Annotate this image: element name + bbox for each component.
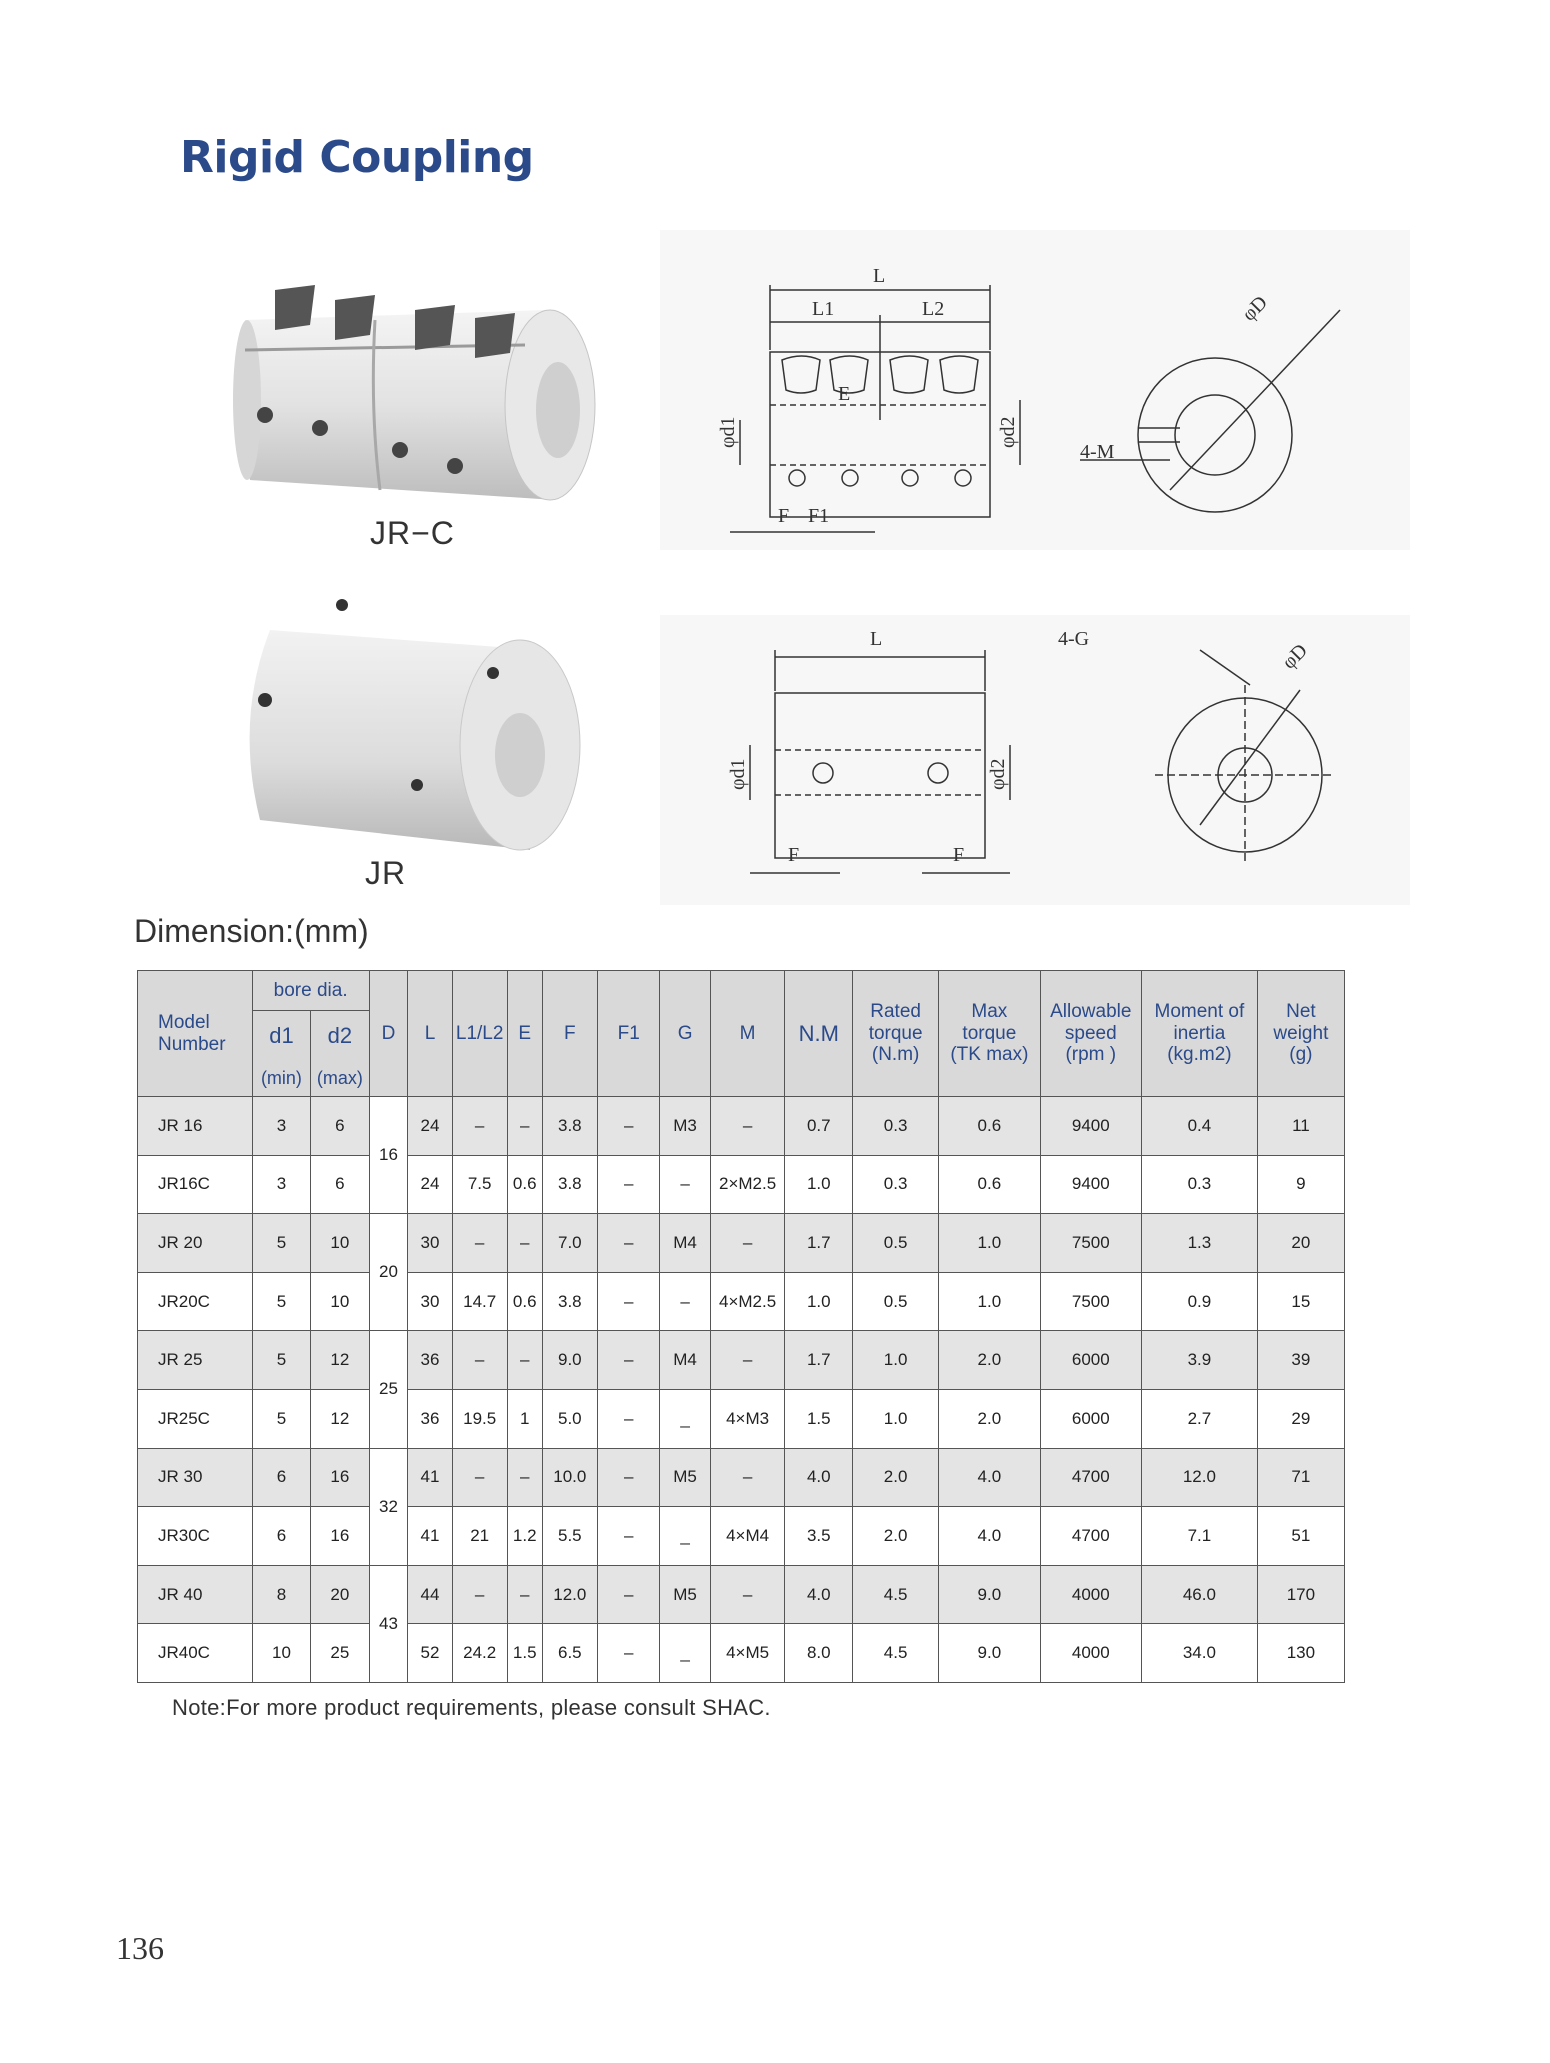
dimension-table <box>137 970 1345 1683</box>
cell-d1: 3 <box>252 1097 310 1156</box>
cell-weight: 9 <box>1257 1155 1344 1214</box>
col-G: G <box>660 971 710 1097</box>
cell-rated: 0.3 <box>853 1155 939 1214</box>
col-d2-note: (max) <box>311 1061 369 1097</box>
cell-model: JR 30 <box>138 1448 253 1507</box>
cell-L: 36 <box>408 1331 452 1390</box>
cell-D: 25 <box>369 1331 408 1448</box>
cell-G: M3 <box>660 1097 710 1156</box>
cell-L: 36 <box>408 1389 452 1448</box>
cell-max: 0.6 <box>939 1097 1040 1156</box>
dim-F1: F1 <box>808 505 830 527</box>
cell-model: JR30C <box>138 1507 253 1566</box>
cell-rated: 0.5 <box>853 1214 939 1273</box>
cell-inertia: 2.7 <box>1142 1389 1258 1448</box>
cell-inertia: 0.4 <box>1142 1097 1258 1156</box>
dim-d1: φd1 <box>717 416 739 448</box>
cell-weight: 71 <box>1257 1448 1344 1507</box>
cell-L1L2: – <box>452 1097 507 1156</box>
cell-d1: 10 <box>252 1624 310 1683</box>
table-row <box>138 1272 1345 1331</box>
cell-d2: 6 <box>311 1097 369 1156</box>
cell-max: 2.0 <box>939 1331 1040 1390</box>
table-row <box>138 1389 1345 1448</box>
cell-G: M5 <box>660 1448 710 1507</box>
cell-L1L2: 24.2 <box>452 1624 507 1683</box>
col-M: M <box>710 971 785 1097</box>
cell-F: 5.5 <box>542 1507 597 1566</box>
col-moment-of-inertia: Moment of inertia (kg.m2) <box>1142 971 1258 1097</box>
cell-F: 12.0 <box>542 1565 597 1624</box>
col-model: Model Number <box>138 971 253 1097</box>
cell-inertia: 1.3 <box>1142 1214 1258 1273</box>
dim-d2-bottom: φd2 <box>987 758 1009 790</box>
cell-E: 0.6 <box>507 1272 542 1331</box>
cell-G: – <box>660 1155 710 1214</box>
cell-model: JR 25 <box>138 1331 253 1390</box>
cell-NM: 1.7 <box>785 1331 853 1390</box>
cell-max: 4.0 <box>939 1507 1040 1566</box>
cell-G: _ <box>660 1624 710 1683</box>
cell-d1: 3 <box>252 1155 310 1214</box>
cell-inertia: 0.9 <box>1142 1272 1258 1331</box>
cell-d1: 8 <box>252 1565 310 1624</box>
table-row <box>138 1331 1345 1390</box>
cell-F1: – <box>597 1624 660 1683</box>
cell-F1: – <box>597 1448 660 1507</box>
jr-c-coupling-photo <box>225 250 605 530</box>
col-F1: F1 <box>597 971 660 1097</box>
footnote: Note:For more product requirements, please consult SHAC. <box>172 1695 771 1720</box>
page-title: Rigid Coupling <box>180 132 534 183</box>
cell-L1L2: 21 <box>452 1507 507 1566</box>
cell-weight: 39 <box>1257 1331 1344 1390</box>
cell-d2: 20 <box>311 1565 369 1624</box>
cell-D: 20 <box>369 1214 408 1331</box>
cell-M: 2×M2.5 <box>710 1155 785 1214</box>
cell-L: 30 <box>408 1272 452 1331</box>
cell-d1: 6 <box>252 1507 310 1566</box>
cell-L: 24 <box>408 1097 452 1156</box>
jr-technical-drawing <box>660 615 1410 905</box>
cell-L1L2: – <box>452 1214 507 1273</box>
cell-D: 16 <box>369 1097 408 1214</box>
cell-max: 9.0 <box>939 1624 1040 1683</box>
cell-speed: 4700 <box>1040 1448 1141 1507</box>
cell-L1L2: 19.5 <box>452 1389 507 1448</box>
cell-M: – <box>710 1448 785 1507</box>
cell-weight: 170 <box>1257 1565 1344 1624</box>
cell-d2: 16 <box>311 1507 369 1566</box>
cell-speed: 4700 <box>1040 1507 1141 1566</box>
cell-F1: – <box>597 1565 660 1624</box>
cell-F1: – <box>597 1331 660 1390</box>
cell-L1L2: – <box>452 1331 507 1390</box>
dim-F: F <box>778 505 790 527</box>
cell-max: 9.0 <box>939 1565 1040 1624</box>
cell-F1: – <box>597 1389 660 1448</box>
table-row <box>138 1507 1345 1566</box>
dim-d1-bottom: φd1 <box>727 758 749 790</box>
cell-G: M4 <box>660 1331 710 1390</box>
col-L: L <box>408 971 452 1097</box>
cell-E: – <box>507 1331 542 1390</box>
cell-NM: 8.0 <box>785 1624 853 1683</box>
cell-d2: 25 <box>311 1624 369 1683</box>
cell-D: 32 <box>369 1448 408 1565</box>
cell-model: JR20C <box>138 1272 253 1331</box>
cell-F1: – <box>597 1155 660 1214</box>
jr-caption: JR <box>365 855 407 891</box>
cell-M: 4×M2.5 <box>710 1272 785 1331</box>
dim-L: L <box>873 265 886 287</box>
cell-NM: 4.0 <box>785 1448 853 1507</box>
cell-d1: 6 <box>252 1448 310 1507</box>
cell-NM: 1.7 <box>785 1214 853 1273</box>
cell-max: 4.0 <box>939 1448 1040 1507</box>
table-row <box>138 1097 1345 1156</box>
cell-E: 0.6 <box>507 1155 542 1214</box>
cell-speed: 6000 <box>1040 1389 1141 1448</box>
dim-D-bottom: φD <box>1277 639 1312 674</box>
dim-F-right: F <box>953 844 965 866</box>
cell-E: 1.2 <box>507 1507 542 1566</box>
cell-L1L2: 14.7 <box>452 1272 507 1331</box>
col-allowable-speed: Allowable speed (rpm ) <box>1040 971 1141 1097</box>
table-row <box>138 1624 1345 1683</box>
cell-weight: 51 <box>1257 1507 1344 1566</box>
cell-M: – <box>710 1097 785 1156</box>
cell-rated: 1.0 <box>853 1389 939 1448</box>
cell-model: JR25C <box>138 1389 253 1448</box>
dim-E: E <box>838 383 851 405</box>
cell-L: 41 <box>408 1507 452 1566</box>
cell-NM: 1.0 <box>785 1155 853 1214</box>
cell-L: 24 <box>408 1155 452 1214</box>
cell-inertia: 3.9 <box>1142 1331 1258 1390</box>
cell-F: 7.0 <box>542 1214 597 1273</box>
cell-G: M5 <box>660 1565 710 1624</box>
jr-coupling-photo <box>230 590 590 860</box>
cell-F: 3.8 <box>542 1272 597 1331</box>
jr-c-technical-drawing <box>660 230 1410 550</box>
cell-G: _ <box>660 1507 710 1566</box>
cell-speed: 9400 <box>1040 1097 1141 1156</box>
cell-weight: 20 <box>1257 1214 1344 1273</box>
dimension-title: Dimension:(mm) <box>134 913 369 949</box>
cell-model: JR 40 <box>138 1565 253 1624</box>
cell-F1: – <box>597 1272 660 1331</box>
cell-F: 3.8 <box>542 1155 597 1214</box>
cell-weight: 29 <box>1257 1389 1344 1448</box>
cell-rated: 0.3 <box>853 1097 939 1156</box>
cell-F: 9.0 <box>542 1331 597 1390</box>
cell-inertia: 0.3 <box>1142 1155 1258 1214</box>
cell-inertia: 34.0 <box>1142 1624 1258 1683</box>
cell-d2: 10 <box>311 1272 369 1331</box>
cell-E: 1.5 <box>507 1624 542 1683</box>
dim-L1: L1 <box>812 298 835 320</box>
cell-speed: 9400 <box>1040 1155 1141 1214</box>
cell-L: 52 <box>408 1624 452 1683</box>
cell-rated: 4.5 <box>853 1565 939 1624</box>
dim-L-bottom: L <box>870 628 883 650</box>
cell-inertia: 7.1 <box>1142 1507 1258 1566</box>
dim-D: φD <box>1237 291 1272 326</box>
cell-max: 1.0 <box>939 1272 1040 1331</box>
cell-NM: 4.0 <box>785 1565 853 1624</box>
cell-rated: 2.0 <box>853 1448 939 1507</box>
cell-inertia: 12.0 <box>1142 1448 1258 1507</box>
col-F: F <box>542 971 597 1097</box>
col-rated-torque: Rated torque (N.m) <box>853 971 939 1097</box>
cell-max: 0.6 <box>939 1155 1040 1214</box>
cell-weight: 130 <box>1257 1624 1344 1683</box>
cell-rated: 1.0 <box>853 1331 939 1390</box>
col-NM: N.M <box>785 971 853 1097</box>
jr-c-caption: JR−C <box>370 515 455 551</box>
cell-max: 1.0 <box>939 1214 1040 1273</box>
cell-d2: 16 <box>311 1448 369 1507</box>
col-L1L2: L1/L2 <box>452 971 507 1097</box>
cell-F: 6.5 <box>542 1624 597 1683</box>
cell-L1L2: – <box>452 1448 507 1507</box>
dim-L2: L2 <box>922 298 945 320</box>
cell-d1: 5 <box>252 1214 310 1273</box>
cell-E: – <box>507 1214 542 1273</box>
cell-speed: 7500 <box>1040 1214 1141 1273</box>
cell-G: _ <box>660 1389 710 1448</box>
table-row <box>138 1448 1345 1507</box>
cell-F: 3.8 <box>542 1097 597 1156</box>
cell-M: 4×M4 <box>710 1507 785 1566</box>
cell-d2: 12 <box>311 1331 369 1390</box>
col-d1-note: (min) <box>252 1061 310 1097</box>
col-net-weight: Net weight (g) <box>1257 971 1344 1097</box>
cell-NM: 3.5 <box>785 1507 853 1566</box>
cell-speed: 4000 <box>1040 1565 1141 1624</box>
dim-M: 4-M <box>1080 441 1115 463</box>
cell-M: – <box>710 1331 785 1390</box>
cell-speed: 6000 <box>1040 1331 1141 1390</box>
cell-L: 41 <box>408 1448 452 1507</box>
cell-d1: 5 <box>252 1272 310 1331</box>
dim-F-left: F <box>788 844 800 866</box>
cell-E: – <box>507 1448 542 1507</box>
cell-E: – <box>507 1097 542 1156</box>
cell-d2: 12 <box>311 1389 369 1448</box>
cell-model: JR 20 <box>138 1214 253 1273</box>
cell-model: JR16C <box>138 1155 253 1214</box>
col-d2: d2 <box>311 1011 369 1061</box>
cell-weight: 15 <box>1257 1272 1344 1331</box>
table-row <box>138 1565 1345 1624</box>
col-E: E <box>507 971 542 1097</box>
cell-rated: 4.5 <box>853 1624 939 1683</box>
cell-L1L2: 7.5 <box>452 1155 507 1214</box>
cell-F: 5.0 <box>542 1389 597 1448</box>
cell-inertia: 46.0 <box>1142 1565 1258 1624</box>
cell-weight: 11 <box>1257 1097 1344 1156</box>
table-row <box>138 1155 1345 1214</box>
cell-model: JR 16 <box>138 1097 253 1156</box>
cell-speed: 4000 <box>1040 1624 1141 1683</box>
cell-model: JR40C <box>138 1624 253 1683</box>
col-bore-dia: bore dia. <box>252 971 369 1011</box>
cell-M: – <box>710 1214 785 1273</box>
cell-D: 43 <box>369 1565 408 1682</box>
cell-d2: 10 <box>311 1214 369 1273</box>
dim-d2: φd2 <box>997 416 1019 448</box>
cell-E: 1 <box>507 1389 542 1448</box>
cell-E: – <box>507 1565 542 1624</box>
cell-L: 44 <box>408 1565 452 1624</box>
cell-speed: 7500 <box>1040 1272 1141 1331</box>
cell-M: – <box>710 1565 785 1624</box>
cell-F: 10.0 <box>542 1448 597 1507</box>
cell-NM: 1.0 <box>785 1272 853 1331</box>
cell-F1: – <box>597 1214 660 1273</box>
cell-max: 2.0 <box>939 1389 1040 1448</box>
cell-d1: 5 <box>252 1389 310 1448</box>
cell-M: 4×M3 <box>710 1389 785 1448</box>
cell-rated: 2.0 <box>853 1507 939 1566</box>
col-D: D <box>369 971 408 1097</box>
cell-L1L2: – <box>452 1565 507 1624</box>
page-number: 136 <box>116 1930 164 1966</box>
dim-G: 4-G <box>1058 628 1090 650</box>
cell-d2: 6 <box>311 1155 369 1214</box>
table-row <box>138 1214 1345 1273</box>
cell-G: M4 <box>660 1214 710 1273</box>
col-d1: d1 <box>252 1011 310 1061</box>
cell-G: – <box>660 1272 710 1331</box>
cell-M: 4×M5 <box>710 1624 785 1683</box>
cell-NM: 1.5 <box>785 1389 853 1448</box>
cell-rated: 0.5 <box>853 1272 939 1331</box>
cell-L: 30 <box>408 1214 452 1273</box>
col-max-torque: Max torque (TK max) <box>939 971 1040 1097</box>
cell-NM: 0.7 <box>785 1097 853 1156</box>
cell-d1: 5 <box>252 1331 310 1390</box>
cell-F1: – <box>597 1097 660 1156</box>
cell-F1: – <box>597 1507 660 1566</box>
